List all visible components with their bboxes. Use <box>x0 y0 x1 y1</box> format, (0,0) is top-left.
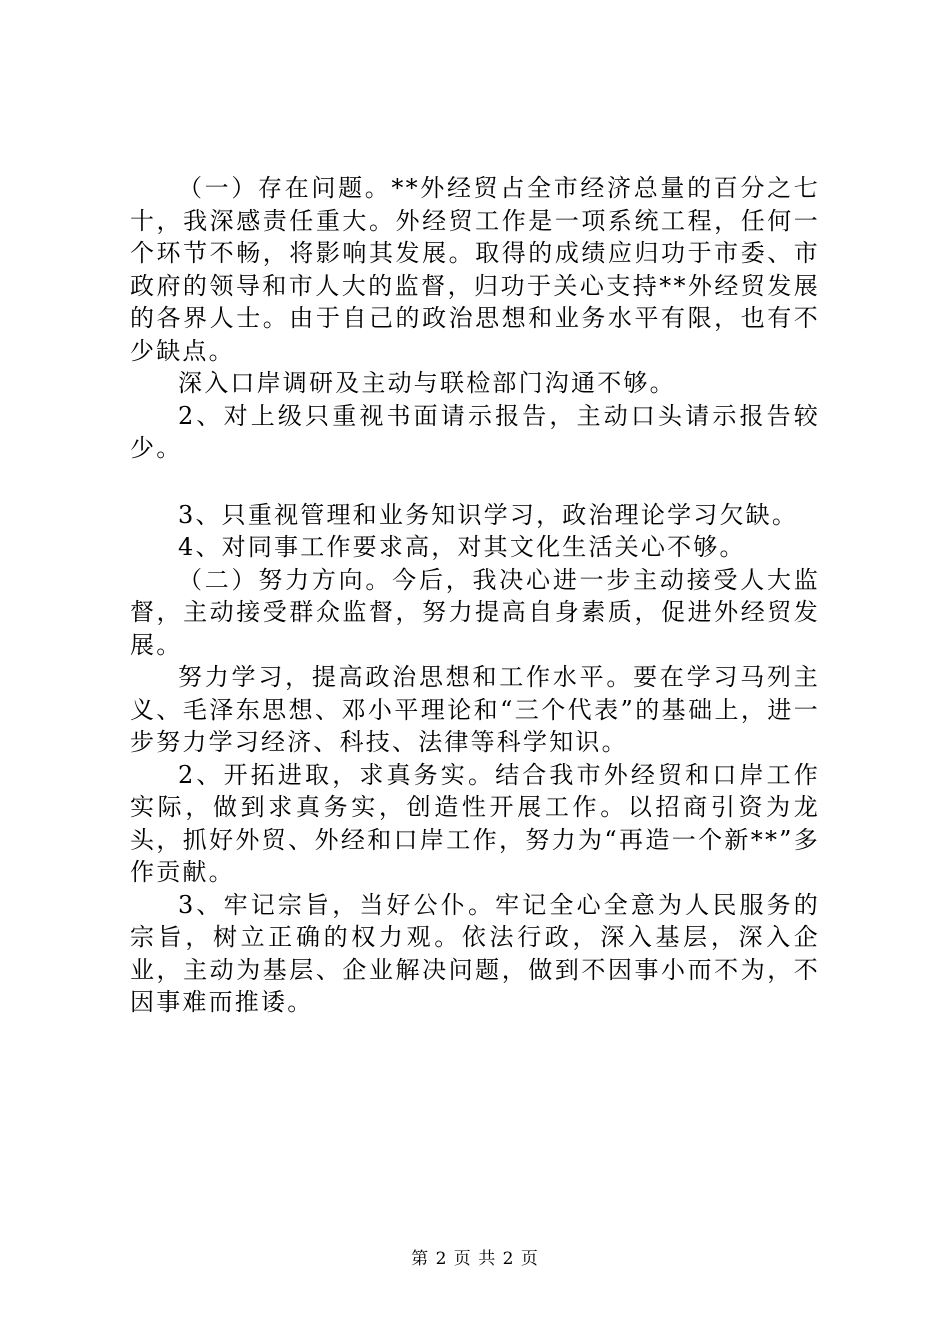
paragraph-item-3: 3、只重视管理和业务知识学习，政治理论学习欠缺。 <box>178 500 799 529</box>
paragraph-item-1: 深入口岸调研及主动与联检部门沟通不够。 <box>178 369 676 397</box>
page-number-footer: 第 2 页 共 2 页 <box>411 1249 539 1269</box>
paragraph-item-2: 2、对上级只重视书面请示报告，主动口头请示报告较少。 <box>130 401 820 462</box>
paragraph-direction: （二）努力方向。今后，我决心进一步主动接受人大监督，主动接受群众监督，努力提高自身素质，促进外经贸发展。 <box>130 565 820 659</box>
paragraph-problems: （一）存在问题。**外经贸占全市经济总量的百分之七十，我深感责任重大。外经贸工作是一项系统工程，任何一个环节不畅，将影响其发展。取得的成绩应归功于市委、市政府的领导和市人大的监督，归功于关心支持**外经贸发展的各界人士。由于自己的政治思想和业务水平有限，也有不少缺点。 <box>130 174 820 365</box>
paragraph-direction-1: 努力学习，提高政治思想和工作水平。要在学习马列主义、毛泽东思想、邓小平理论和“三个代表”的基础上，进一步努力学习经济、科技、法律等科学知识。 <box>130 663 820 756</box>
paragraph-direction-2: 2、开拓进取，求真务实。结合我市外经贸和口岸工作实际，做到求真务实，创造性开展工作。以招商引资为龙头，抓好外贸、外经和口岸工作，努力为“再造一个新**”多作贡献。 <box>130 760 820 886</box>
paragraph-direction-3: 3、牢记宗旨，当好公仆。牢记全心全意为人民服务的宗旨，树立正确的权力观。依法行政，深入基层，深入企业，主动为基层、企业解决问题，做到不因事小而不为，不因事难而推诿。 <box>130 890 820 1016</box>
document-body <box>130 172 820 1019</box>
paragraph-item-4: 4、对同事工作要求高，对其文化生活关心不够。 <box>178 533 746 561</box>
